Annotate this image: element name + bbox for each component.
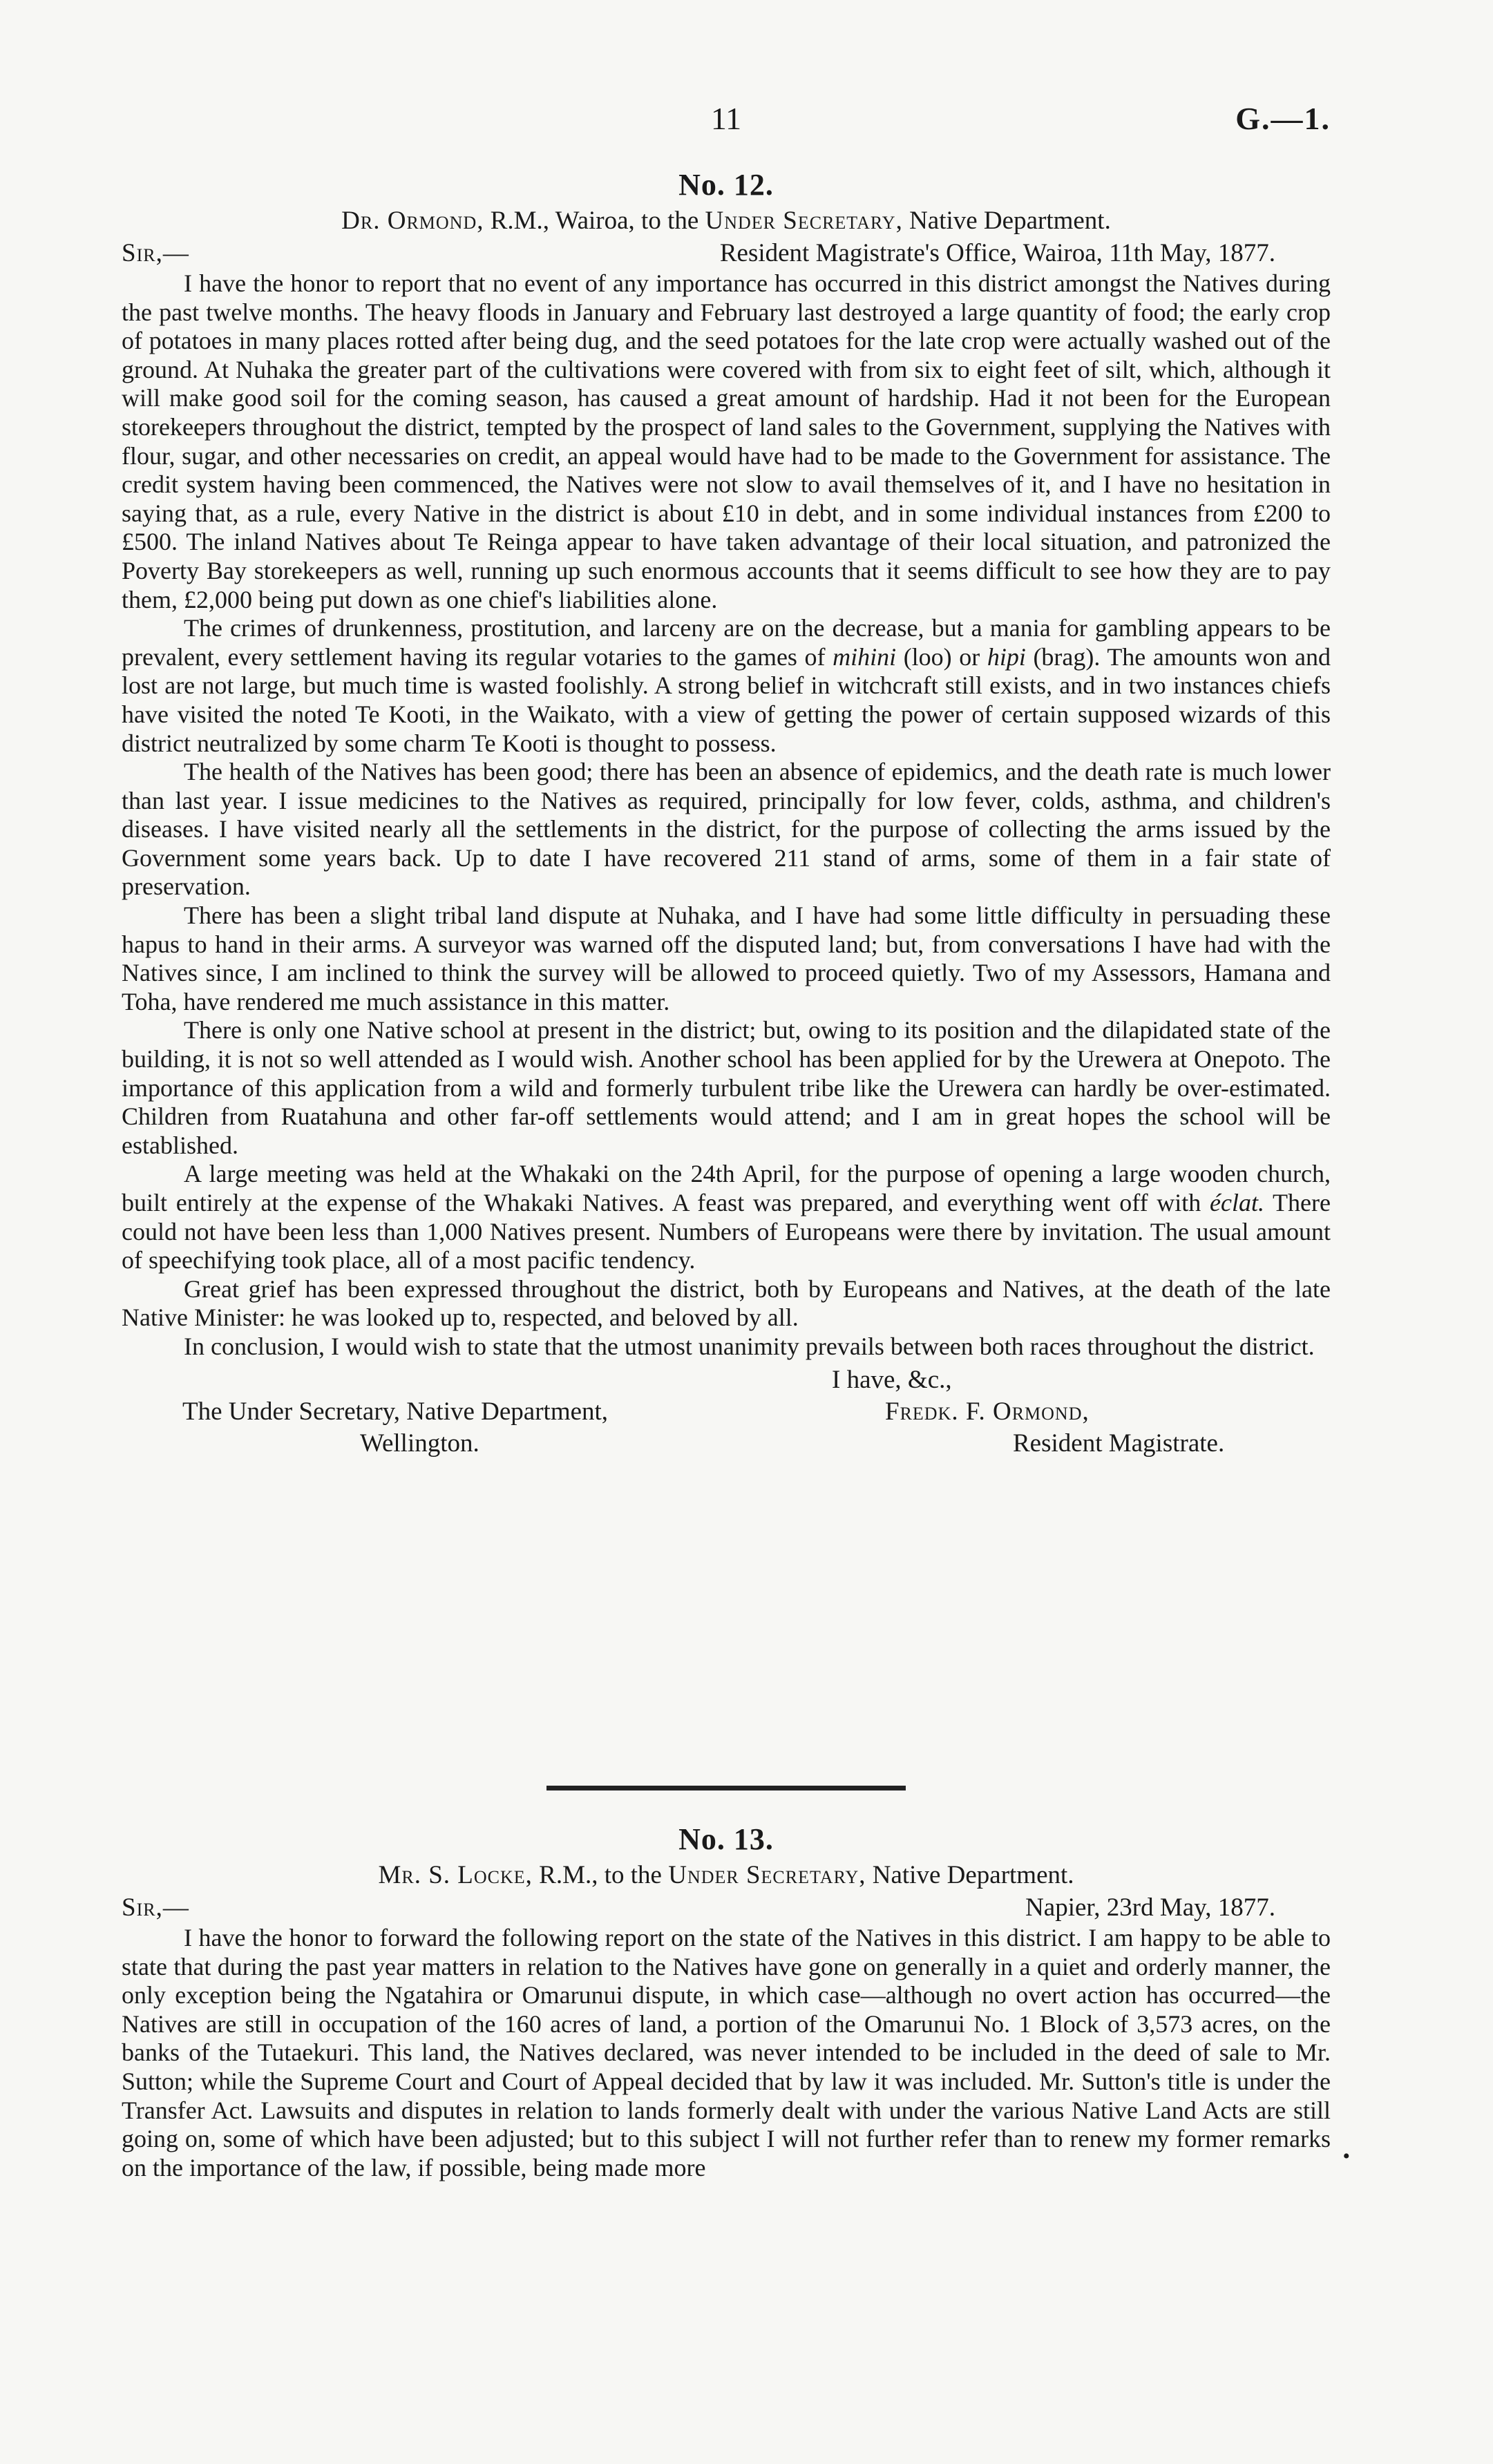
maori-term: hipi — [987, 642, 1026, 671]
closing: I have, &c., — [832, 1365, 952, 1394]
recipient-detail: Native Department. — [902, 207, 1111, 235]
page-header — [122, 100, 1331, 142]
paragraph: I have the honor to forward the following report on the state of the Natives in this district. I am happy to be able to state that during the past year matters in relation to the Natives have gone on generally in a quiet and orderly manner, the only exception being the Ngatahira or Omarunui dispute, in which case—although no overt action has occurred—the Natives are still in occupation of the 160 acres of land, a portion of the Omarunui No. 1 Block of 3,573 acres, on the banks of the Tutaekuri. This land, the Natives declared, was never intended to be included in the deed of sale to Mr. Sutton; while the Supreme Court and Court of Appeal decided that by law it was included. Mr. Sutton's title is under the Transfer Act. Lawsuits and disputes in relation to lands formerly dealt with under the various Native Land Acts are still going on, some of which have been adjusted; but to this subject I will not further refer than to renew my former remarks on the importance of the law, if possible, being made more — [122, 1924, 1331, 2181]
place-date: Napier, 23rd May, 1877. — [1025, 1893, 1275, 1922]
salutation: Sir,— — [122, 239, 189, 267]
paragraph: In conclusion, I would wish to state that the utmost unanimity prevails between both races throughout the district. — [184, 1332, 1315, 1360]
document-page — [122, 0, 1350, 2464]
signature-name: Fredk. F. Ormond, — [885, 1397, 1090, 1426]
text-run: The crimes of drunkenness, prostitution, and larceny are on the decrease, but a mania for gambling appears to be prevalent, every settlement having its regular votaries to the games of — [122, 614, 1331, 671]
salutation-line — [122, 1892, 1331, 1924]
sender-detail: R.M., Wairoa, to the — [484, 207, 705, 235]
sender-name: Dr. Ormond, — [341, 207, 484, 235]
letter-from-to — [122, 1859, 1331, 1892]
signature-block — [122, 1362, 1331, 1465]
sender-detail: R.M., to the — [532, 1861, 669, 1889]
document-code: G.—1. — [1235, 101, 1331, 136]
paragraph-gambling — [122, 614, 1331, 758]
margin-dot-icon: • — [1342, 2145, 1350, 2168]
text-run: (brag). The amounts won and lost are not large, but much time is wasted foolishly. A strong belief in witchcraft still exists, and in two instances chiefs have visited the noted Te Kooti, in the Waikato, with a view of getting the power of certain supposed wizards of this district neutralized by some charm Te Kooti is thought to possess. — [122, 642, 1331, 757]
paragraph: The health of the Natives has been good; there has been an absence of epidemics, and the death rate is much lower than last year. I issue medicines to the Natives as required, principally for low fever, colds, asthma, and children's diseases. I have visited nearly all the settlements in the district, for the purpose of collecting the arms issued by the Government some years back. Up to date I have recovered 211 stand of arms, some of them in a fair state of preservation. — [122, 758, 1331, 901]
recipient-name: Under Secretary, — [668, 1861, 866, 1889]
section-divider — [546, 1786, 906, 1790]
letter-no-13 — [122, 1820, 1350, 2182]
sender-name: Mr. S. Locke, — [378, 1861, 533, 1889]
paragraph-meeting — [122, 1160, 1331, 1274]
letter-no-12 — [122, 166, 1331, 1465]
letter-from-to — [122, 204, 1331, 238]
salutation: Sir,— — [122, 1893, 189, 1922]
paragraph: There has been a slight tribal land dispute at Nuhaka, and I have had some little difficulty in persuading these hapus to hand in their arms. A surveyor was warned off the disputed land; but, from conversations I have had with the Natives since, I am inclined to think the survey will be allowed to proceed quietly. Two of my Assessors, Hamana and Toha, have rendered me much assistance in this matter. — [122, 901, 1331, 1015]
paragraph: There is only one Native school at present in the district; but, owing to its position and the dilapidated state of the building, it is not so well attended as I would wish. Another school has been applied for by the Urewera at Onepoto. The importance of this application from a wild and formerly turbulent tribe like the Urewera can hardly be over-estimated. Children from Ruatahuna and other far-off settlements would attend; and I am in great hopes the school will be established. — [122, 1016, 1331, 1159]
page-number: 11 — [710, 101, 742, 136]
french-term: éclat. — [1210, 1189, 1264, 1216]
place-date: Resident Magistrate's Office, Wairoa, 11th May, 1877. — [719, 239, 1275, 267]
paragraph: I have the honor to report that no event of any importance has occurred in this district amongst the Natives during the past twelve months. The heavy floods in January and February last destroyed a large quantity of food; the early crop of potatoes in many places rotted after being dug, and the seed potatoes for the late crop were actually washed out of the ground. At Nuhaka the greater part of the cultivations were covered with from six to eight feet of silt, which, although it will make good soil for the coming season, has caused a great amount of hardship. Had it not been for the European storekeepers throughout the district, tempted by the prospect of land sales to the Government, supplying the Natives with flour, sugar, and other necessaries on credit, an appeal would have had to be made to the Government for assistance. The credit system having been commenced, the Natives were not slow to avail themselves of it, and I have no hesitation in saying that, as a rule, every Native in the district is about £10 in debt, and in some individual instances from £200 to £500. The inland Natives about Te Reinga appear to have taken advantage of their local situation, and patronized the Poverty Bay storekeepers as well, running up such enormous accounts that it seems difficult to see how they are to pay them, £2,000 being put down as one chief's liabilities alone. — [122, 269, 1331, 613]
salutation-line — [122, 238, 1331, 269]
addressee-city: Wellington. — [360, 1429, 479, 1458]
letter-number: No. 12. — [678, 168, 774, 202]
text-run: A large meeting was held at the Whakaki on the 24th April, for the purpose of opening a large wooden church, built entirely at the expense of the Whakaki Natives. A feast was prepared, and everything went off with — [122, 1160, 1331, 1216]
recipient-detail: Native Department. — [866, 1861, 1074, 1889]
letter-number: No. 13. — [678, 1822, 774, 1856]
recipient-name: Under Secretary, — [705, 207, 903, 235]
text-run: (loo) or — [896, 642, 987, 671]
maori-term: mihini — [833, 642, 897, 671]
text-run: There could not have been less than 1,000 Natives present. Numbers of Europeans were there by invitation. The usual amount of speechifying took place, all of a most pacific tendency. — [122, 1189, 1331, 1274]
section-divider-wrap — [122, 1786, 1331, 1790]
paragraph: Great grief has been expressed throughout the district, both by Europeans and Natives, at the death of the late Native Minister: he was looked up to, respected, and beloved by all. — [122, 1274, 1331, 1332]
signature-title: Resident Magistrate. — [1013, 1429, 1225, 1458]
addressee-line: The Under Secretary, Native Department, — [182, 1397, 609, 1426]
